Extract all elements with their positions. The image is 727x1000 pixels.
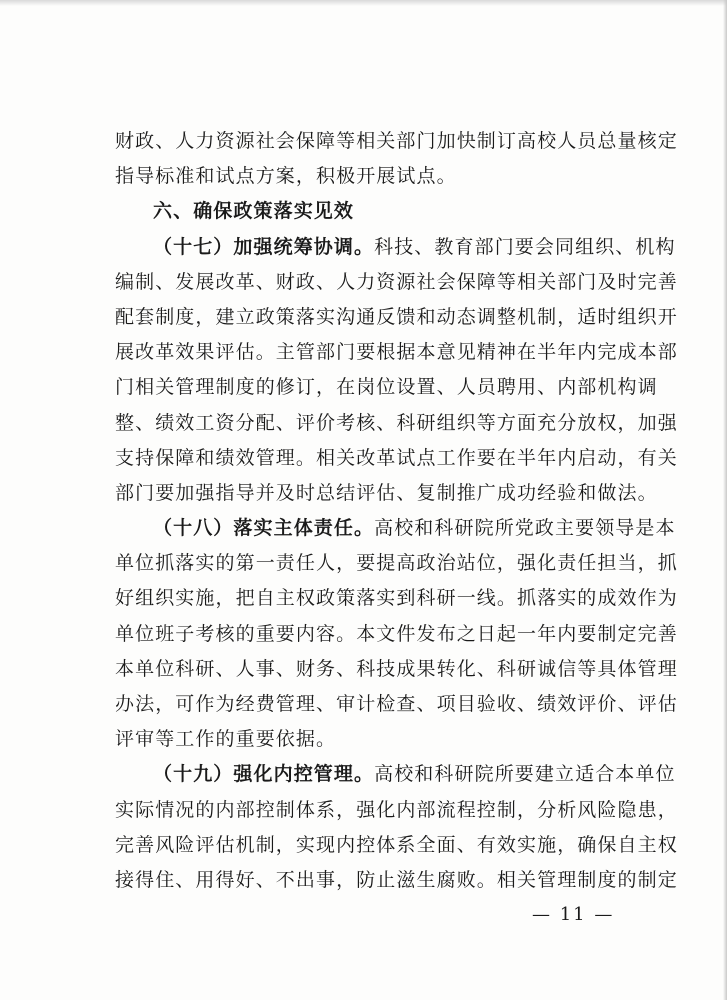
- paragraph-17-line: 整、绩效工资分配、评价考核、科研组织等方面充分放权，加强: [115, 411, 678, 434]
- paragraph-18-line: 评审等工作的重要依据。: [115, 728, 337, 751]
- paragraph-19-line: 接得住、用得好、不出事，防止滋生腐败。相关管理制度的制定: [115, 868, 678, 891]
- paragraph-18-line: 办法，可作为经费管理、审计检查、项目验收、绩效评价、评估: [115, 693, 678, 715]
- paragraph-18-line: 好组织实施，把自主权政策落实到科研一线。抓落实的成效作为: [115, 587, 678, 610]
- paragraph-17-line: 展改革效果评估。主管部门要根据本意见精神在半年内完成本部: [115, 341, 678, 364]
- paragraph-18-line: 本单位科研、人事、财务、科技成果转化、科研诚信等具体管理: [115, 657, 678, 680]
- paragraph-18-first-line-text: 高校和科研院所党政主要领导是本: [374, 517, 676, 540]
- paragraph-17-line: 配套制度，建立政策落实沟通反馈和动态调整机制，适时组织开: [115, 305, 678, 328]
- paragraph-19-line: 实际情况的内部控制体系，强化内部流程控制，分析风险隐患，: [115, 798, 678, 821]
- paragraph-19-line: 完善风险评估机制，实现内控体系全面、有效实施，确保自主权: [115, 833, 678, 856]
- paragraph-19-first-line: [115, 757, 676, 792]
- document-body: [115, 124, 678, 898]
- paragraph-17-line: 门相关管理制度的修订，在岗位设置、人员聘用、内部机构调: [115, 376, 658, 399]
- body-line: 财政、人力资源社会保障等相关部门加快制订高校人员总量核定: [115, 130, 678, 152]
- paragraph-17-lead: （十七）加强统筹协调。: [153, 235, 375, 258]
- paragraph-18-line: 单位班子考核的重要内容。本文件发布之日起一年内要制定完善: [115, 622, 678, 645]
- paragraph-18-first-line: [115, 511, 676, 546]
- paragraph-17-line: 支持保障和绩效管理。相关改革试点工作要在半年内启动，有关: [115, 446, 678, 469]
- paragraph-17-line: 编制、发展改革、财政、人力资源社会保障等相关部门及时完善: [115, 270, 678, 293]
- paragraph-19-lead: （十九）强化内控管理。: [153, 763, 375, 786]
- paragraph-17-first-line-text: 科技、教育部门要会同组织、机构: [374, 235, 676, 258]
- page-right-edge: [723, 0, 727, 1000]
- paragraph-17-line: 部门要加强指导并及时总结评估、复制推广成功经验和做法。: [115, 481, 658, 504]
- paragraph-18-lead: （十八）落实主体责任。: [153, 517, 375, 540]
- paragraph-18-line: 单位抓落实的第一责任人，要提高政治站位，强化责任担当，抓: [115, 552, 678, 575]
- section-heading: 六、确保政策落实见效: [153, 200, 355, 223]
- paragraph-17-first-line: [115, 230, 676, 265]
- page-number: — 11 —: [532, 904, 615, 925]
- body-line: 指导标准和试点方案，积极开展试点。: [115, 165, 457, 188]
- paragraph-19-first-line-text: 高校和科研院所要建立适合本单位: [374, 763, 676, 786]
- page-top-shadow: [0, 0, 727, 6]
